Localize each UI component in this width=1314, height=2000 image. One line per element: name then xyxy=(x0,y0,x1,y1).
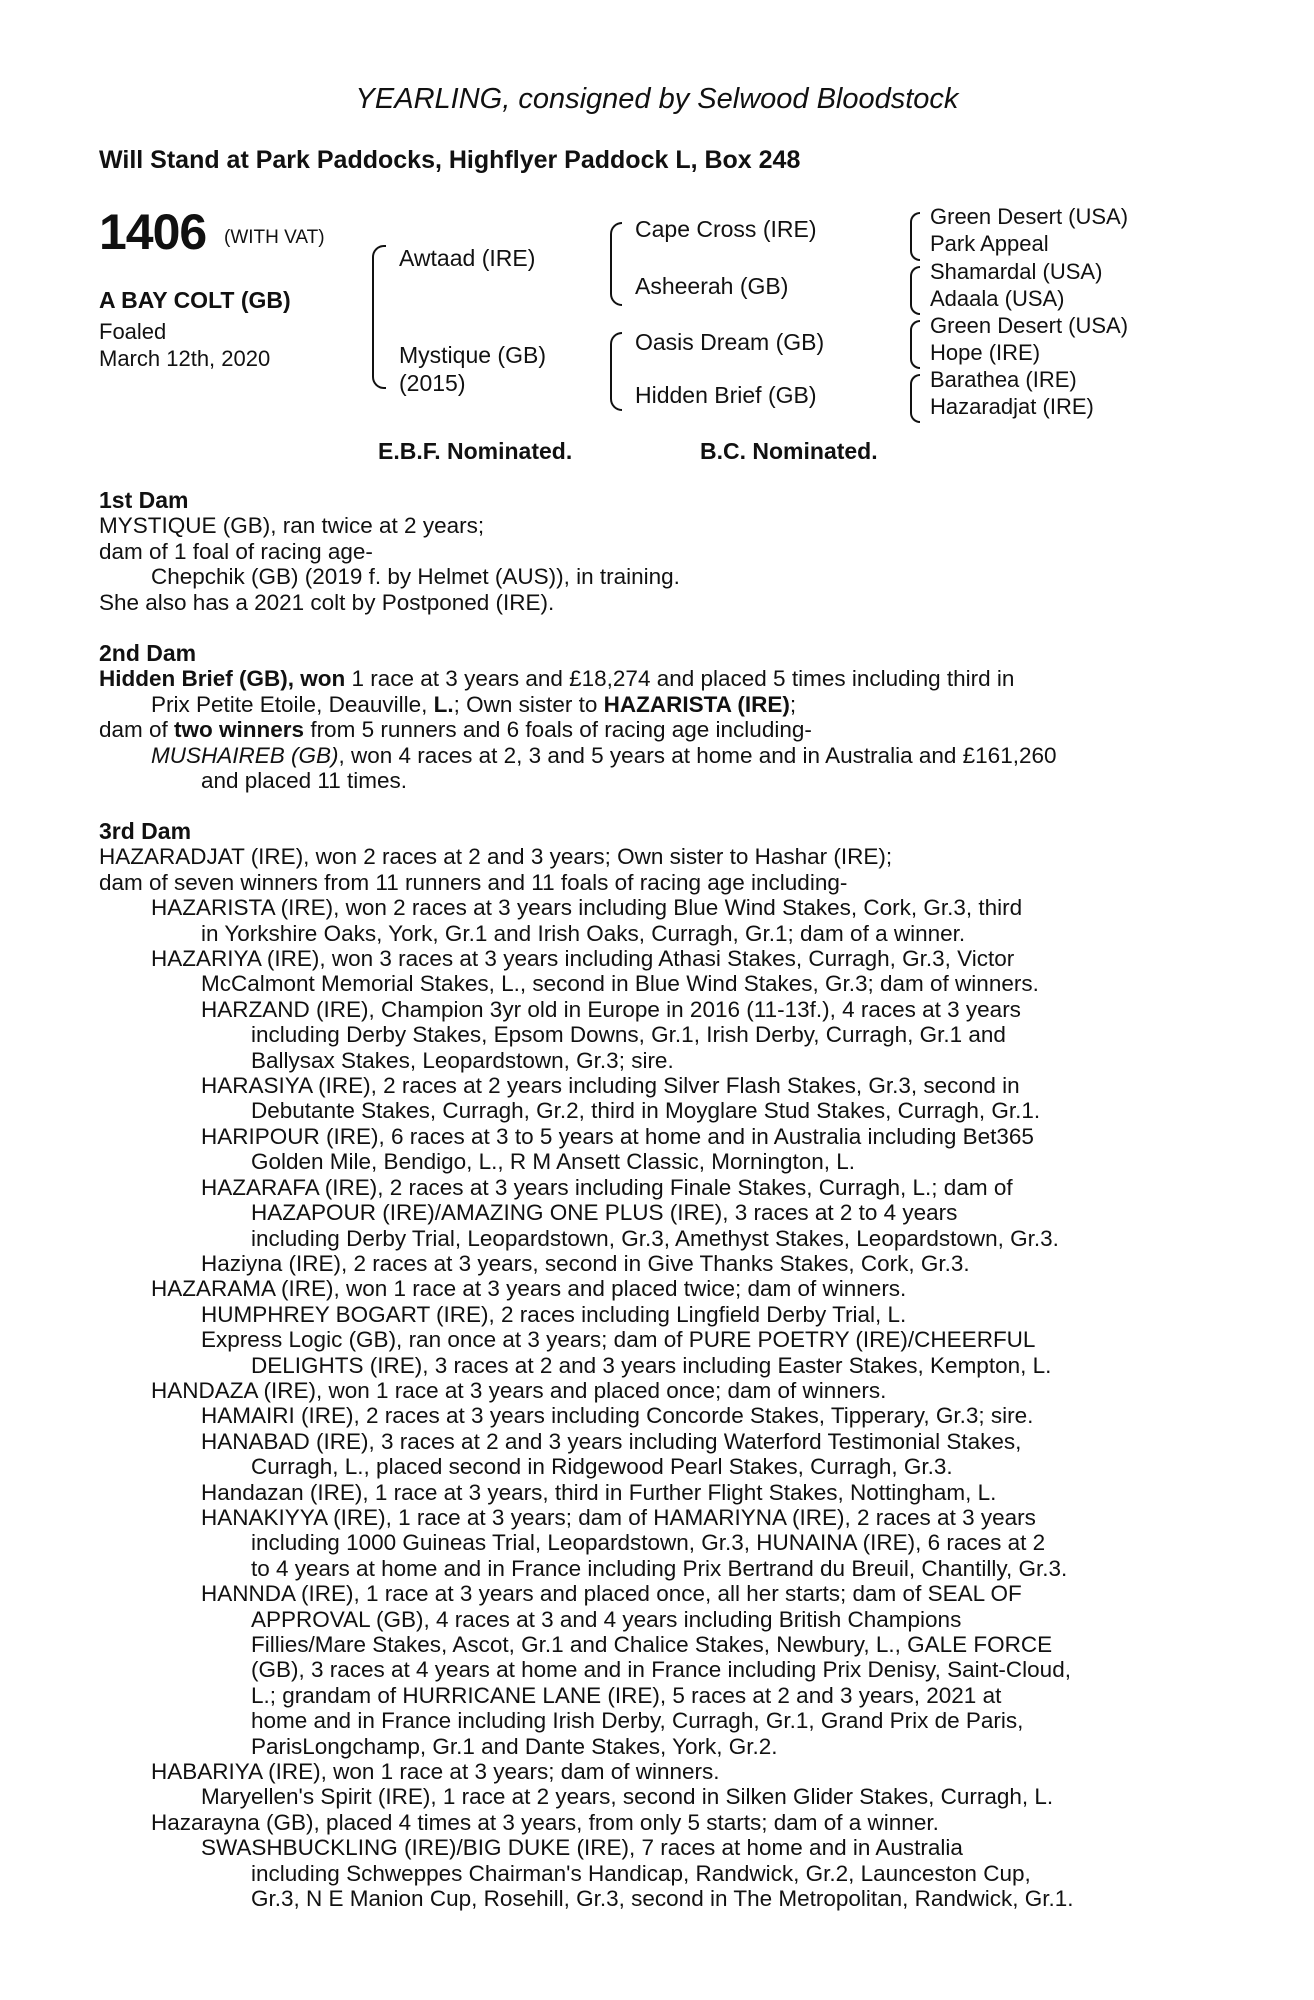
dam-line: McCalmont Memorial Stakes, L., second in Blue Wind Stakes, Gr.3; dam of winners. xyxy=(201,971,1039,997)
page-header: YEARLING, consigned by Selwood Bloodstock xyxy=(355,83,959,115)
sire-name: Awtaad (IRE) xyxy=(399,245,536,271)
dam-year: (2015) xyxy=(399,370,466,396)
pedigree-brace xyxy=(910,212,920,239)
horse-name: MUSHAIREB (GB) xyxy=(151,742,339,768)
dam-line: HAZARISTA (IRE), won 2 races at 3 years including Blue Wind Stakes, Cork, Gr.3, third xyxy=(151,895,1023,921)
dam-line: DELIGHTS (IRE), 3 races at 2 and 3 years including Easter Stakes, Kempton, L. xyxy=(251,1352,1052,1378)
horse-name: HAZARISTA (IRE) xyxy=(603,691,790,717)
pedigree-gen3: Oasis Dream (GB) xyxy=(635,329,825,355)
dam-text: Prix Petite Etoile, Deauville, xyxy=(151,691,434,717)
pedigree-brace xyxy=(910,266,920,293)
pedigree-brace xyxy=(910,320,920,347)
dam-line: in Yorkshire Oaks, York, Gr.1 and Irish Oaks, Curragh, Gr.1; dam of a winner. xyxy=(201,920,966,946)
dam-line: L.; grandam of HURRICANE LANE (IRE), 5 races at 2 and 3 years, 2021 at xyxy=(251,1682,1002,1708)
pedigree-brace xyxy=(610,272,622,306)
pedigree-gen4: Hazaradjat (IRE) xyxy=(930,394,1094,419)
dam-line: Ballysax Stakes, Leopardstown, Gr.3; sire. xyxy=(251,1047,674,1073)
dam-line: including 1000 Guineas Trial, Leopardstown, Gr.3, HUNAINA (IRE), 6 races at 2 xyxy=(251,1530,1046,1556)
pedigree-brace xyxy=(910,237,920,261)
dam-line: including Derby Stakes, Epsom Downs, Gr.1, Irish Derby, Curragh, Gr.1 and xyxy=(251,1022,1006,1048)
dam-line: HANDAZA (IRE), won 1 race at 3 years and placed once; dam of winners. xyxy=(151,1377,887,1403)
pedigree-gen3: Asheerah (GB) xyxy=(635,273,789,299)
dam-line: APPROVAL (GB), 4 races at 3 and 4 years including British Champions xyxy=(251,1606,962,1632)
dam-text: ; xyxy=(789,691,797,717)
pedigree-gen4: Park Appeal xyxy=(930,231,1049,256)
foaled-label: Foaled xyxy=(99,319,167,344)
dam-line: HAZARADJAT (IRE), won 2 races at 2 and 3 years; Own sister to Hashar (IRE); xyxy=(99,844,893,870)
grade: L. xyxy=(433,691,454,717)
dam-text: ; Own sister to xyxy=(453,691,604,717)
dam-line: dam of 1 foal of racing age- xyxy=(99,538,373,564)
dam-line: HABARIYA (IRE), won 1 race at 3 years; dam of winners. xyxy=(151,1759,720,1785)
dam-line: HAZARAMA (IRE), won 1 race at 3 years and placed twice; dam of winners. xyxy=(151,1276,907,1302)
dam-line: Hazarayna (GB), placed 4 times at 3 years, from only 5 starts; dam of a winner. xyxy=(151,1809,939,1835)
first-dam-section xyxy=(99,488,680,615)
dam-name: Mystique (GB) xyxy=(399,342,546,368)
dam-line: Golden Mile, Bendigo, L., R M Ansett Classic, Mornington, L. xyxy=(251,1149,856,1175)
pedigree-gen4: Hope (IRE) xyxy=(930,340,1041,365)
dam-line: Gr.3, N E Manion Cup, Rosehill, Gr.3, second in The Metropolitan, Randwick, Gr.1. xyxy=(251,1886,1074,1912)
pedigree-brace xyxy=(610,382,622,411)
pedigree-gen4: Green Desert (USA) xyxy=(930,313,1129,338)
dam-line: HANNDA (IRE), 1 race at 3 years and placed once, all her starts; dam of SEAL OF xyxy=(201,1581,1022,1607)
dam-line xyxy=(99,717,1057,742)
pedigree-gen3: Cape Cross (IRE) xyxy=(635,216,817,242)
pedigree-brace xyxy=(372,245,386,322)
dam-line: dam of seven winners from 11 runners and 11 foals of racing age including- xyxy=(99,869,848,895)
dam-line: Fillies/Mare Stakes, Ascot, Gr.1 and Chalice Stakes, Newbury, L., GALE FORCE xyxy=(251,1632,1053,1657)
pedigree-brace xyxy=(610,332,622,384)
dam-line: HARIPOUR (IRE), 6 races at 3 to 5 years at home and in Australia including Bet365 xyxy=(201,1123,1034,1149)
pedigree-gen4: Green Desert (USA) xyxy=(930,204,1129,229)
stand-location: Will Stand at Park Paddocks, Highflyer Paddock L, Box 248 xyxy=(99,146,801,174)
dam-line: home and in France including Irish Derby, Curragh, Gr.1, Grand Prix de Paris, xyxy=(251,1708,1024,1734)
dam-line: She also has a 2021 colt by Postponed (IRE). xyxy=(99,589,555,615)
pedigree-gen4: Shamardal (USA) xyxy=(930,259,1103,284)
dam-line: HUMPHREY BOGART (IRE), 2 races including Lingfield Derby Trial, L. xyxy=(201,1301,907,1327)
ebf-nomination: E.B.F. Nominated. xyxy=(378,438,573,464)
lot-title: A BAY COLT (GB) xyxy=(99,287,291,313)
dam-line: (GB), 3 races at 4 years at home and in France including Prix Denisy, Saint-Cloud, xyxy=(251,1657,1071,1683)
dam-line: HANAKIYYA (IRE), 1 race at 3 years; dam of HAMARIYNA (IRE), 2 races at 3 years xyxy=(201,1504,1036,1530)
dam-text: from 5 runners and 6 foals of racing age including- xyxy=(304,717,812,743)
dam-line: ParisLongchamp, Gr.1 and Dante Stakes, York, Gr.2. xyxy=(251,1733,778,1759)
section-heading: 2nd Dam xyxy=(99,640,197,666)
dam-line: HANABAD (IRE), 3 races at 2 and 3 years including Waterford Testimonial Stakes, xyxy=(201,1428,1022,1454)
dam-line: including Schweppes Chairman's Handicap, Randwick, Gr.2, Launceston Cup, xyxy=(251,1860,1031,1886)
dam-line xyxy=(99,692,1057,717)
pedigree-brace xyxy=(910,345,920,369)
pedigree-gen4: Adaala (USA) xyxy=(930,286,1065,311)
dam-line: HAZAPOUR (IRE)/AMAZING ONE PLUS (IRE), 3 races at 2 to 4 years xyxy=(251,1200,958,1226)
dam-text: , won 4 races at 2, 3 and 5 years at home and in Australia and £161,260 xyxy=(338,742,1057,768)
pedigree-gen4: Barathea (IRE) xyxy=(930,367,1077,392)
dam-line: Curragh, L., placed second in Ridgewood Pearl Stakes, Curragh, Gr.3. xyxy=(251,1454,953,1480)
pedigree-brace xyxy=(610,222,622,274)
section-heading: 3rd Dam xyxy=(99,818,192,844)
dam-line: Maryellen's Spirit (IRE), 1 race at 2 years, second in Silken Glider Stakes, Curragh, L. xyxy=(201,1784,1054,1810)
winner-count: two winners xyxy=(174,717,305,743)
dam-line: Haziyna (IRE), 2 races at 3 years, second in Give Thanks Stakes, Cork, Gr.3. xyxy=(201,1250,970,1276)
third-dam-section xyxy=(99,819,1073,1911)
dam-name: Hidden Brief (GB), won xyxy=(99,666,346,692)
dam-line: and placed 11 times. xyxy=(201,768,407,794)
bc-nomination: B.C. Nominated. xyxy=(700,438,878,464)
dam-line: Handazan (IRE), 1 race at 3 years, third in Further Flight Stakes, Nottingham, L. xyxy=(201,1479,997,1505)
section-heading: 1st Dam xyxy=(99,487,189,513)
vat-note: (WITH VAT) xyxy=(224,227,325,248)
lot-number: 1406 xyxy=(99,204,207,260)
dam-line: HARASIYA (IRE), 2 races at 2 years including Silver Flash Stakes, Gr.3, second in xyxy=(201,1073,1020,1099)
dam-line xyxy=(99,666,1057,691)
dam-line: HAMAIRI (IRE), 2 races at 3 years including Concorde Stakes, Tipperary, Gr.3; sire. xyxy=(201,1403,1034,1429)
dam-text: dam of xyxy=(99,717,175,743)
dam-line: SWASHBUCKLING (IRE)/BIG DUKE (IRE), 7 races at home and in Australia xyxy=(201,1835,963,1861)
pedigree-brace xyxy=(910,291,920,315)
dam-line xyxy=(99,743,1057,768)
dam-line: including Derby Trial, Leopardstown, Gr.3, Amethyst Stakes, Leopardstown, Gr.3. xyxy=(251,1225,1059,1251)
dam-line: Debutante Stakes, Curragh, Gr.2, third in Moyglare Stud Stakes, Curragh, Gr.1. xyxy=(251,1098,1041,1124)
dam-line: Chepchik (GB) (2019 f. by Helmet (AUS)), in training. xyxy=(151,564,680,590)
pedigree-brace xyxy=(910,399,920,423)
foaled-date: March 12th, 2020 xyxy=(99,346,271,371)
dam-line: MYSTIQUE (GB), ran twice at 2 years; xyxy=(99,513,485,539)
dam-line: Express Logic (GB), ran once at 3 years; dam of PURE POETRY (IRE)/CHEERFUL xyxy=(201,1327,1036,1353)
dam-line: HAZARIYA (IRE), won 3 races at 3 years including Athasi Stakes, Curragh, Gr.3, Victor xyxy=(151,946,1015,972)
pedigree-brace xyxy=(372,320,386,389)
dam-text: 1 race at 3 years and £18,274 and placed 5 times including third in xyxy=(345,666,1015,692)
dam-line: to 4 years at home and in France including Prix Bertrand du Breuil, Chantilly, Gr.3. xyxy=(251,1555,1068,1581)
dam-line: HARZAND (IRE), Champion 3yr old in Europe in 2016 (11-13f.), 4 races at 3 years xyxy=(201,996,1021,1022)
second-dam-section xyxy=(99,641,1057,793)
pedigree-brace xyxy=(910,374,920,401)
pedigree-gen3: Hidden Brief (GB) xyxy=(635,382,817,408)
dam-line: HAZARAFA (IRE), 2 races at 3 years including Finale Stakes, Curragh, L.; dam of xyxy=(201,1174,1013,1200)
